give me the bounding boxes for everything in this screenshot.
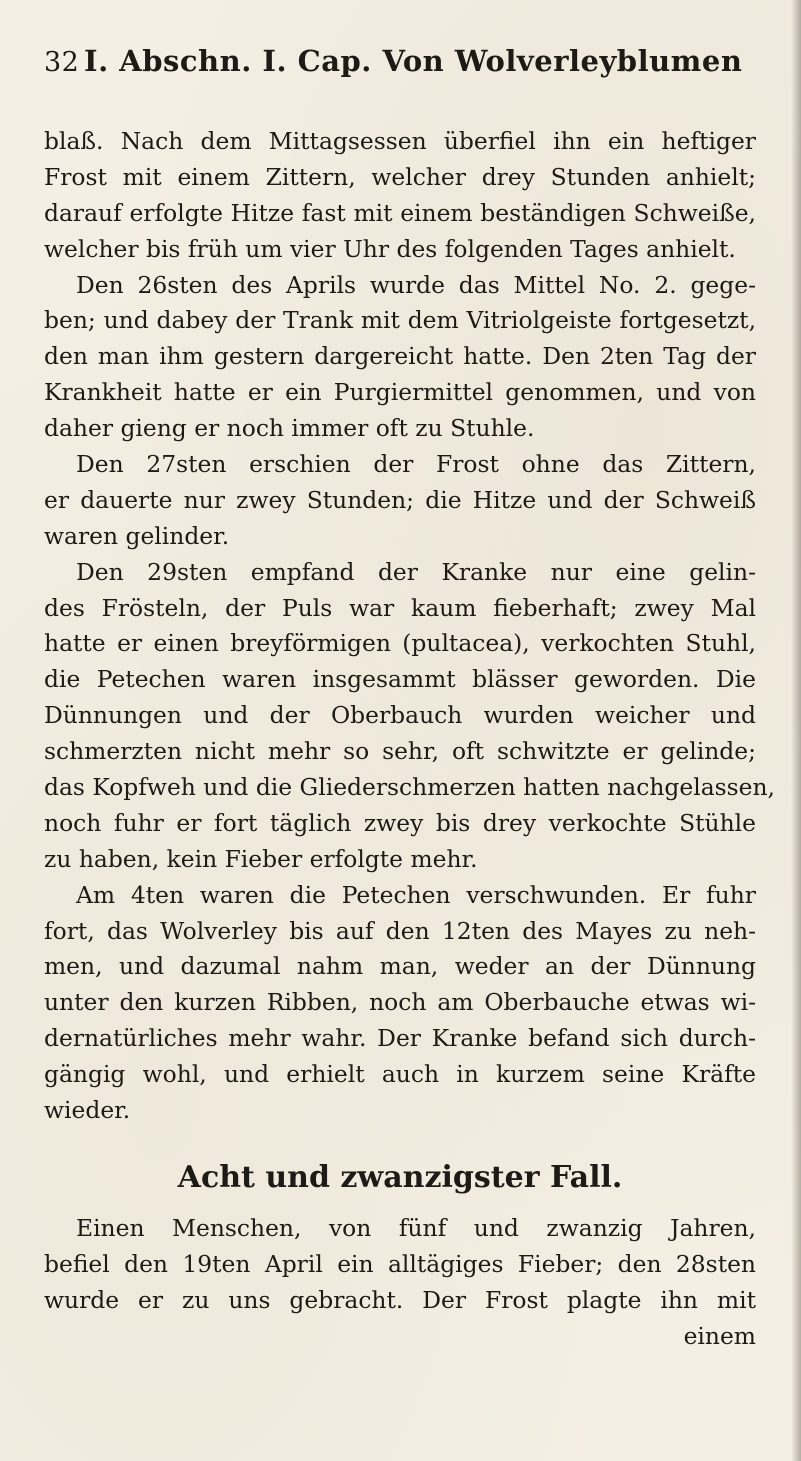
- running-head: [44, 44, 756, 104]
- text-line: des Frösteln, der Puls war kaum fieberhaft; zwey Mal: [44, 593, 756, 622]
- text-line: ben; und dabey der Trank mit dem Vitriolgeiste fortgesetzt,: [44, 306, 756, 335]
- text-line: wurde er zu uns gebracht. Der Frost plagte ihn mit: [44, 1285, 756, 1314]
- catchword: einem: [683, 1321, 756, 1350]
- text-line: hatte er einen breyförmigen (pultacea), verkochten Stuhl,: [44, 629, 756, 658]
- text-line: das Kopfweh und die Gliederschmerzen hatten nachgelassen,: [44, 773, 775, 802]
- body-text: [44, 124, 775, 1355]
- text-line: Den 26sten des Aprils wurde das Mittel No. 2. gege-: [76, 270, 756, 299]
- page-number: 32: [44, 47, 80, 78]
- paragraph: [44, 555, 775, 878]
- text-line: Dünnungen und der Oberbauch wurden weicher und: [44, 701, 756, 730]
- paragraph: [44, 1211, 756, 1355]
- text-line: die Petechen waren insgesammt blässer geworden. Die: [44, 665, 756, 694]
- text-line: blaß. Nach dem Mittagsessen überfiel ihn ein heftiger: [44, 127, 756, 155]
- text-line: Den 29sten empfand der Kranke nur eine gelin-: [76, 557, 756, 586]
- text-line: befiel den 19ten April ein alltägiges Fieber; den 28sten: [44, 1249, 756, 1278]
- text-line: noch fuhr er fort täglich zwey bis drey verkochte Stühle: [44, 808, 756, 837]
- text-line: daher gieng er noch immer oft zu Stuhle.: [44, 414, 535, 443]
- text-line: Einen Menschen, von fünf und zwanzig Jahren,: [76, 1213, 756, 1242]
- text-line: unter den kurzen Ribben, noch am Oberbauche etwas wi-: [44, 988, 756, 1017]
- text-line: welcher bis früh um vier Uhr des folgenden Tages anhielt.: [44, 234, 736, 263]
- text-line: gängig wohl, und erhielt auch in kurzem seine Kräfte: [44, 1060, 756, 1089]
- text-line: schmerzten nicht mehr so sehr, oft schwitzte er gelinde;: [44, 737, 756, 766]
- text-line: darauf erfolgte Hitze fast mit einem beständigen Schweiße,: [44, 198, 756, 227]
- text-line: Den 27sten erschien der Frost ohne das Zittern,: [76, 450, 756, 479]
- text-line: Frost mit einem Zittern, welcher drey Stunden anhielt;: [44, 162, 756, 191]
- text-line: Krankheit hatte er ein Purgiermittel genommen, und von: [44, 378, 756, 407]
- text-line: wieder.: [44, 1096, 131, 1125]
- paragraph: [44, 447, 756, 555]
- paragraph: [44, 268, 756, 447]
- text-line: men, und dazumal nahm man, weder an der Dünnung: [44, 952, 756, 981]
- text-line: Am 4ten waren die Petechen verschwunden. Er fuhr: [76, 880, 756, 909]
- text-line: zu haben, kein Fieber erfolgte mehr.: [44, 844, 478, 873]
- running-title: I. Abschn. I. Cap. Von Wolverleyblumen: [84, 44, 743, 78]
- section-heading: Acht und zwanzigster Fall.: [177, 1159, 623, 1195]
- text-line: den man ihm gestern dargereicht hatte. Den 2ten Tag der: [44, 342, 756, 371]
- text-line: dernatürliches mehr wahr. Der Kranke befand sich durch-: [44, 1024, 756, 1053]
- paragraph: [44, 124, 756, 268]
- book-page: [44, 44, 775, 1444]
- text-line: fort, das Wolverley bis auf den 12ten des Mayes zu neh-: [44, 916, 756, 945]
- paragraph: [44, 878, 756, 1129]
- text-line: er dauerte nur zwey Stunden; die Hitze und der Schweiß: [44, 485, 756, 514]
- text-line: waren gelinder.: [44, 521, 230, 550]
- page-edge-shadow: [791, 0, 801, 1461]
